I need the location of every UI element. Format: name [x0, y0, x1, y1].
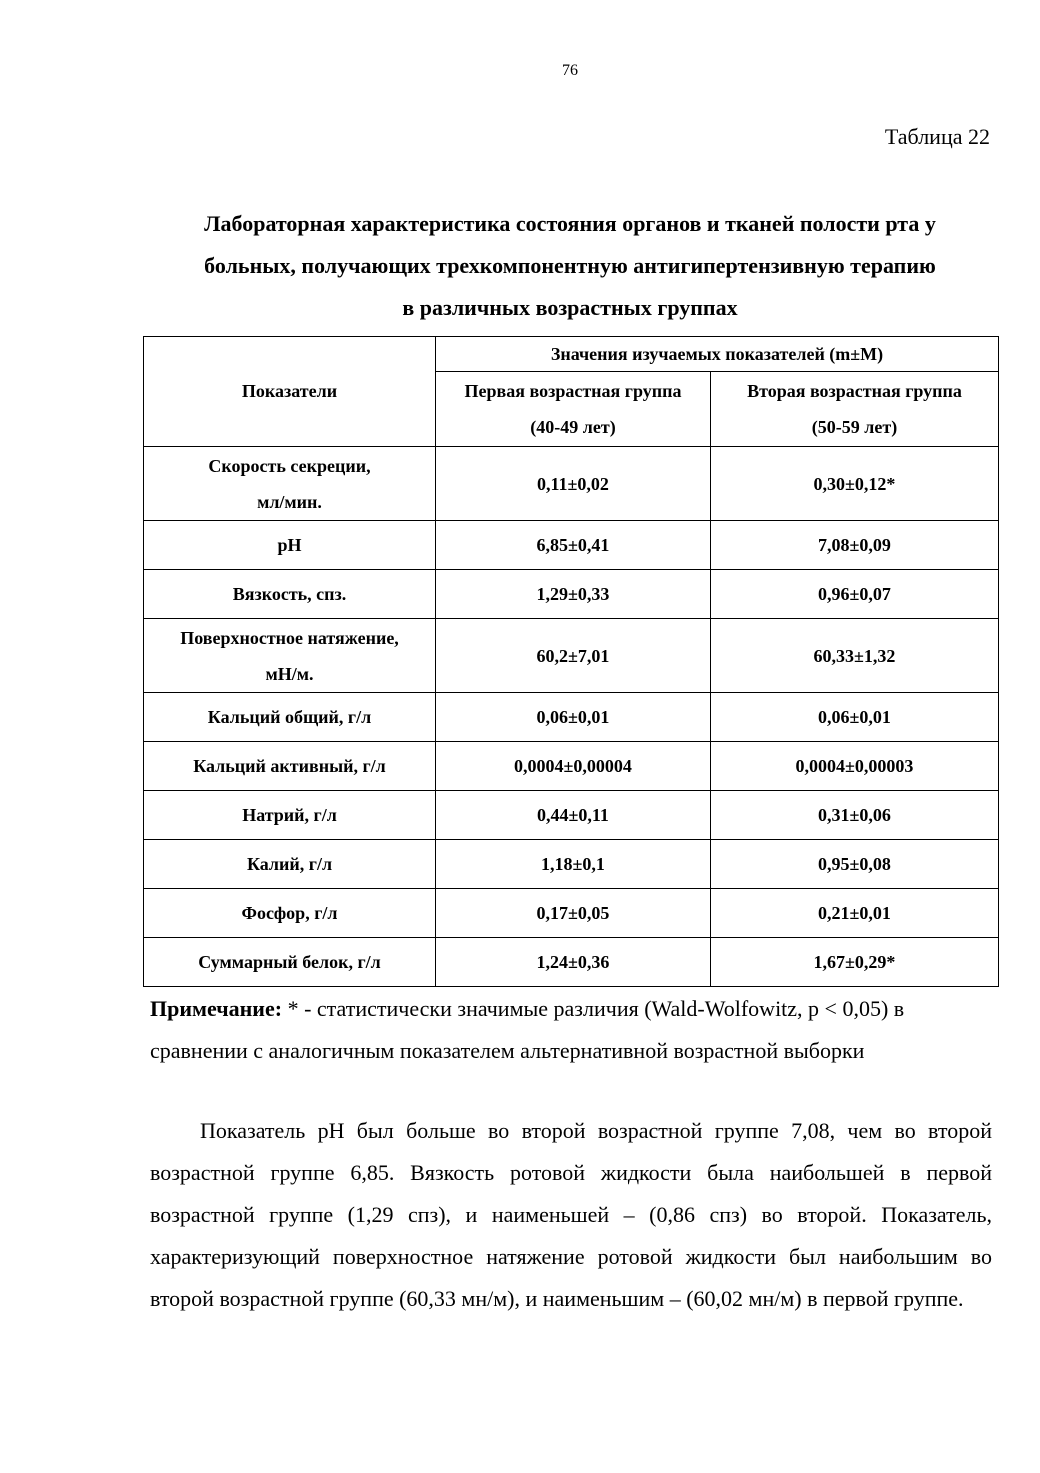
table-number: Таблица 22 [884, 124, 990, 149]
indicator-cell: Кальций активный, г/л [144, 742, 436, 791]
table-title-line: в различных возрастных группах [402, 295, 738, 320]
group1-value: 0,44±0,11 [436, 791, 711, 840]
group1-value: 0,11±0,02 [436, 447, 711, 521]
indicator-cell: pH [144, 521, 436, 570]
header-group1-line2: (40-49 лет) [530, 417, 616, 437]
indicator-cell [144, 447, 436, 521]
body-paragraph: Показатель рН был больше во второй возрастной группе 7,08, чем во второй возрастной группе 6,85. Вязкость ротовой жидкости была наибольшей в первой возрастной группе (1,29 спз), и наименьшей – (0,86 спз) во второй. Показатель, характеризующий поверхностное натяжение ротовой жидкости был наибольшим во второй возрастной группе (60,33 мн/м), и наименьшим – (60,02 мн/м) в первой группе. [150, 1118, 992, 1311]
indicator-cell: Кальций общий, г/л [144, 693, 436, 742]
table-row [144, 889, 999, 938]
group2-value: 0,31±0,06 [711, 791, 999, 840]
table-row [144, 791, 999, 840]
group1-value: 0,06±0,01 [436, 693, 711, 742]
note-text: * - статистически значимые различия (Wald-Wolfowitz, p < 0,05) в сравнении с аналогичным показателем альтернативной возрастной выборки [150, 996, 905, 1063]
indicator-line1: Поверхностное натяжение, [180, 627, 399, 648]
indicator-cell: Натрий, г/л [144, 791, 436, 840]
lab-results-table [143, 336, 999, 987]
indicator-cell: Вязкость, спз. [144, 570, 436, 619]
note-label: Примечание: [150, 996, 283, 1021]
table-row [144, 619, 999, 693]
indicator-line2: мл/мин. [257, 491, 322, 512]
indicator-cell [144, 619, 436, 693]
group2-value: 0,0004±0,00003 [711, 742, 999, 791]
group1-value: 0,0004±0,00004 [436, 742, 711, 791]
group2-value: 0,21±0,01 [711, 889, 999, 938]
indicator-cell: Фосфор, г/л [144, 889, 436, 938]
table-title-line: больных, получающих трехкомпонентную антигипертензивную терапию [204, 253, 936, 278]
group2-value: 0,96±0,07 [711, 570, 999, 619]
group2-value: 7,08±0,09 [711, 521, 999, 570]
group1-value: 6,85±0,41 [436, 521, 711, 570]
header-values: Значения изучаемых показателей (m±M) [436, 337, 999, 372]
header-indicators: Показатели [144, 337, 436, 447]
header-group1-line1: Первая возрастная группа [464, 381, 682, 401]
header-group2 [711, 372, 999, 447]
group2-value: 1,67±0,29* [711, 938, 999, 987]
table-row [144, 742, 999, 791]
group1-value: 60,2±7,01 [436, 619, 711, 693]
indicator-line2: мН/м. [265, 663, 314, 684]
group2-value: 60,33±1,32 [711, 619, 999, 693]
group1-value: 1,18±0,1 [436, 840, 711, 889]
indicator-cell: Калий, г/л [144, 840, 436, 889]
header-group2-line1: Вторая возрастная группа [747, 381, 962, 401]
group2-value: 0,95±0,08 [711, 840, 999, 889]
group1-value: 0,17±0,05 [436, 889, 711, 938]
table-header-row [144, 337, 999, 372]
table-row [144, 693, 999, 742]
header-group2-line2: (50-59 лет) [811, 417, 898, 437]
group2-value: 0,30±0,12* [711, 447, 999, 521]
indicator-line1: Скорость секреции, [208, 455, 371, 476]
table-row [144, 521, 999, 570]
header-group1 [436, 372, 711, 447]
group2-value: 0,06±0,01 [711, 693, 999, 742]
table-title-line: Лабораторная характеристика состояния органов и тканей полости рта у [204, 211, 936, 236]
group1-value: 1,29±0,33 [436, 570, 711, 619]
table-row [144, 447, 999, 521]
table-row [144, 938, 999, 987]
indicator-cell: Суммарный белок, г/л [144, 938, 436, 987]
group1-value: 1,24±0,36 [436, 938, 711, 987]
table-title [144, 203, 996, 329]
table-note [150, 988, 1000, 1072]
table-row [144, 840, 999, 889]
page-number: 76 [562, 62, 578, 79]
table-row [144, 570, 999, 619]
